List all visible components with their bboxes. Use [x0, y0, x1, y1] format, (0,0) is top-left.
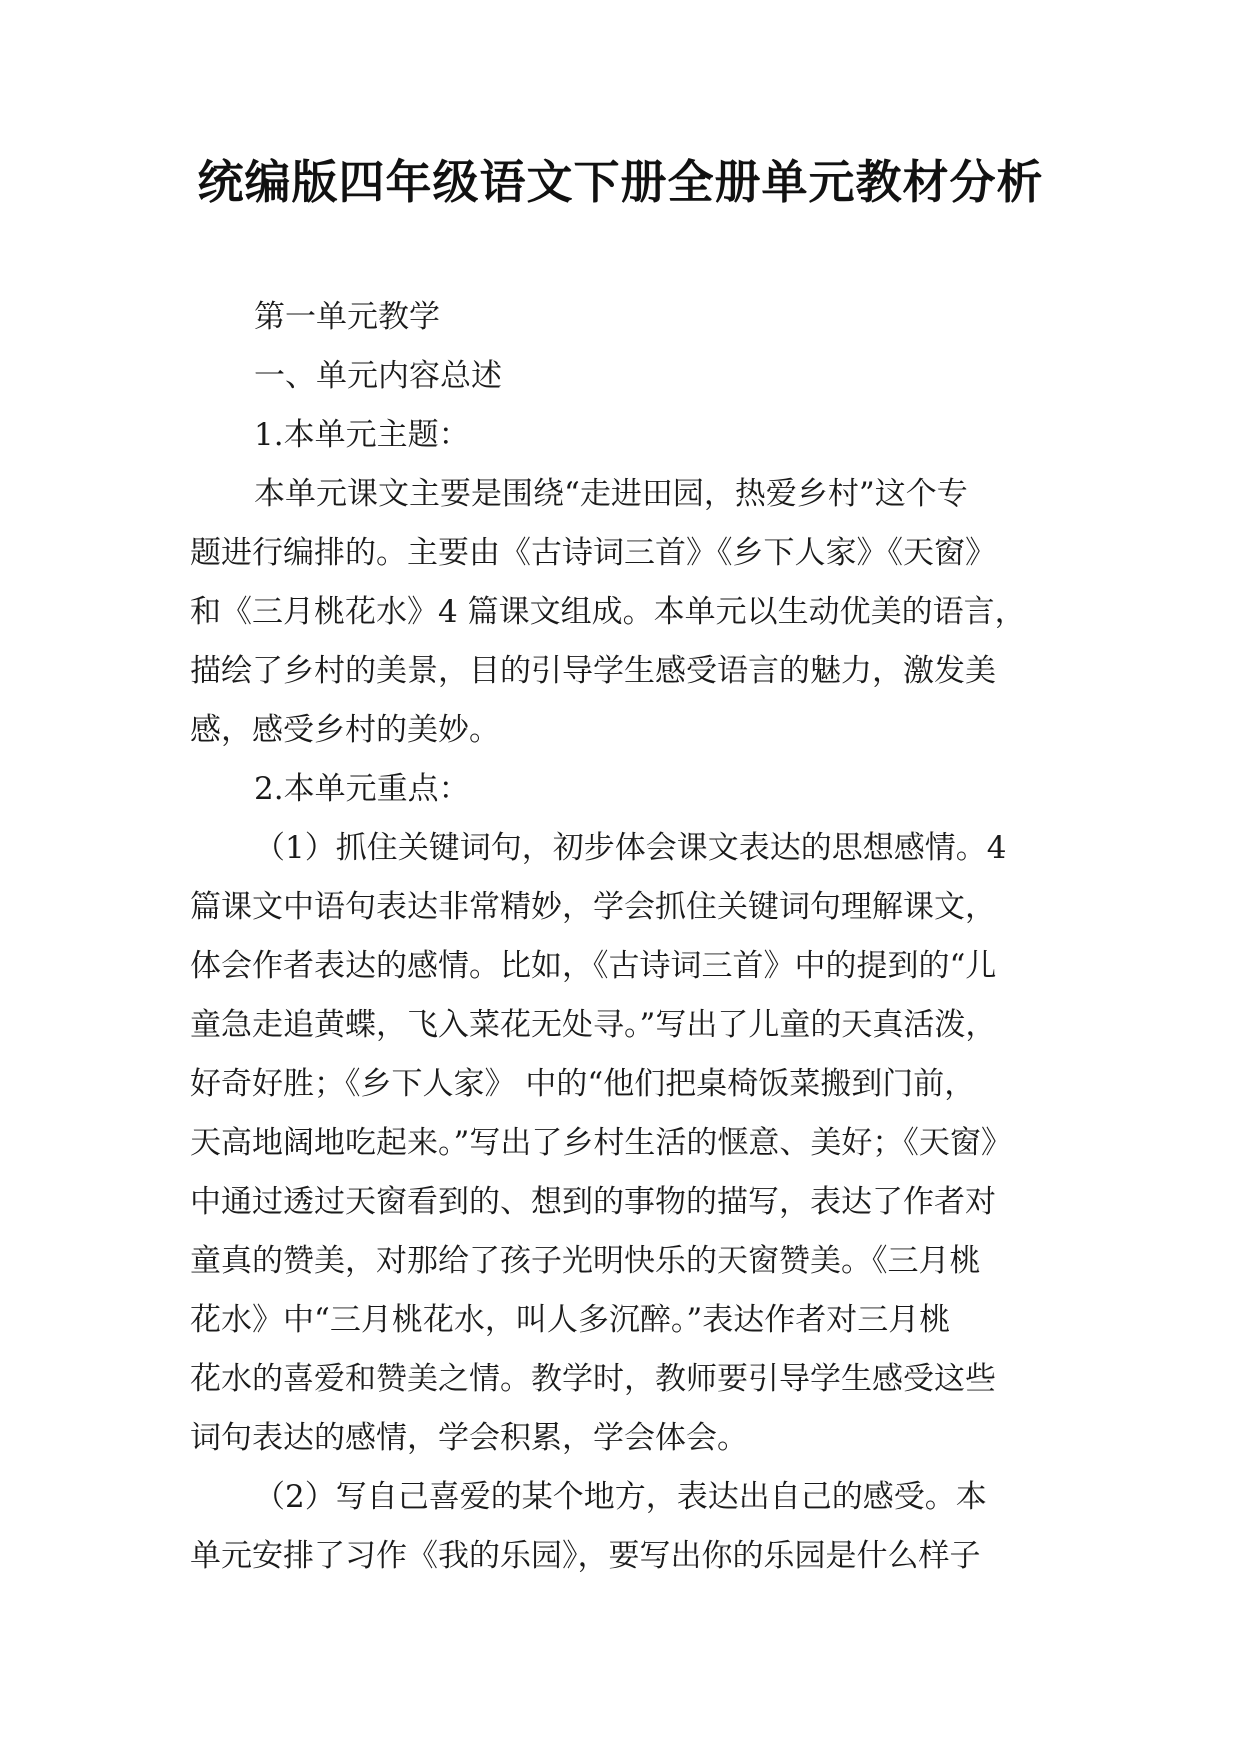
paragraph-line: 题进行编排的。主要由《古诗词三首》《乡下人家》《天窗》 — [190, 535, 996, 571]
paragraph-line: 好奇好胜；《乡下人家》 中的“他们把桌椅饭菜搬到门前， — [190, 1066, 976, 1102]
paragraph-line: （1）抓住关键词句，初步体会课文表达的思想感情。4 — [254, 830, 1007, 866]
subsection-heading: 一、单元内容总述 — [254, 358, 502, 394]
paragraph-line: 和《三月桃花水》4 篇课文组成。本单元以生动优美的语言， — [190, 594, 1026, 630]
paragraph-line: 天高地阔地吃起来。”写出了乡村生活的惬意、美好；《天窗》 — [190, 1125, 1012, 1161]
paragraph-line: 篇课文中语句表达非常精妙，学会抓住关键词句理解课文， — [190, 889, 996, 925]
paragraph-line: 单元安排了习作《我的乐园》，要写出你的乐园是什么样子 — [190, 1538, 981, 1574]
document-title: 统编版四年级语文下册全册单元教材分析 — [197, 155, 1044, 209]
paragraph-line: 词句表达的感情，学会积累，学会体会。 — [190, 1420, 748, 1456]
paragraph-line: 感，感受乡村的美妙。 — [190, 712, 500, 748]
paragraph-line: 描绘了乡村的美景，目的引导学生感受语言的魅力，激发美 — [190, 653, 996, 689]
paragraph-line: 花水》中“三月桃花水，叫人多沉醉。”表达作者对三月桃 — [190, 1302, 951, 1338]
paragraph-line: 中通过透过天窗看到的、想到的事物的描写，表达了作者对 — [190, 1184, 996, 1220]
paragraph-line: 童真的赞美，对那给了孩子光明快乐的天窗赞美。《三月桃 — [190, 1243, 981, 1279]
item-heading: 1.本单元主题： — [254, 417, 470, 453]
paragraph-line: （2）写自己喜爱的某个地方，表达出自己的感受。本 — [254, 1479, 987, 1515]
paragraph-line: 花水的喜爱和赞美之情。教学时，教师要引导学生感受这些 — [190, 1361, 996, 1397]
paragraph-line: 本单元课文主要是围绕“走进田园，热爱乡村”这个专 — [254, 476, 968, 512]
section-heading: 第一单元教学 — [254, 299, 440, 335]
paragraph-line: 体会作者表达的感情。比如，《古诗词三首》中的提到的“儿 — [190, 948, 997, 984]
paragraph-line: 童急走追黄蝶，飞入菜花无处寻。”写出了儿童的天真活泼， — [190, 1007, 997, 1043]
item-heading: 2.本单元重点： — [254, 771, 470, 807]
document-body — [190, 288, 1050, 1586]
